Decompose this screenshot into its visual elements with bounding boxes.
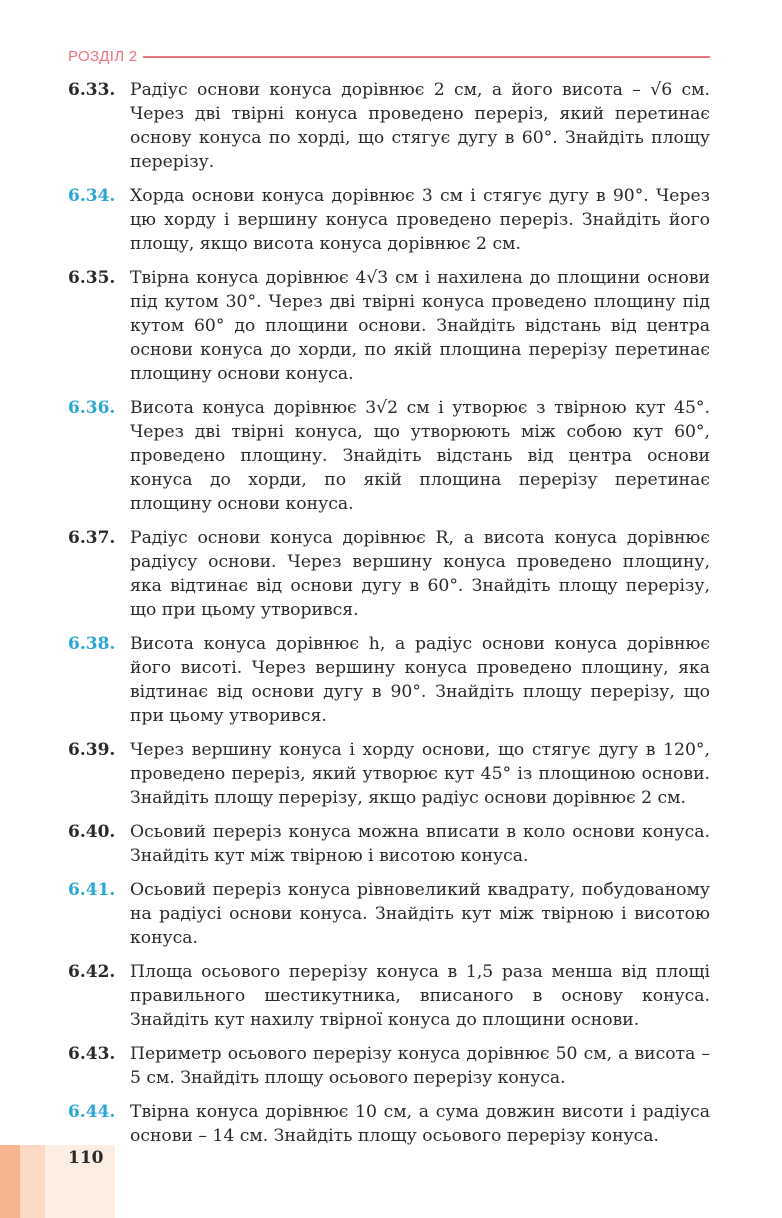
problem-number: 6.42. (68, 962, 116, 982)
problem-number: 6.37. (68, 528, 116, 548)
problem-text: Висота конуса дорівнює h, а радіус основи конуса дорівнює його висоті. Через вершину конуса проведено площину, яка відтинає від основи дугу в 90°. Знайдіть площу перерізу, що при цьому утворився. (130, 634, 710, 726)
problem-text: Через вершину конуса і хорду основи, що стягує дугу в 120°, проведено переріз, який утворює кут 45° із площиною основи. Знайдіть площу перерізу, якщо радіус основи дорівнює 2 см. (130, 740, 710, 808)
problem-number: 6.43. (68, 1044, 116, 1064)
problem-item (68, 1100, 710, 1148)
problem-number: 6.44. (68, 1102, 116, 1122)
problem-item (68, 266, 710, 386)
header-rule (143, 56, 710, 58)
problem-text: Периметр осьового перерізу конуса дорівнює 50 см, а висота – 5 см. Знайдіть площу осьового перерізу конуса. (130, 1044, 710, 1088)
problem-item (68, 396, 710, 516)
problem-text: Хорда основи конуса дорівнює 3 см і стягує дугу в 90°. Через цю хорду і вершину конуса проведено переріз. Знайдіть його площу, якщо висота конуса дорівнює 2 см. (130, 186, 710, 254)
problem-number: 6.36. (68, 398, 116, 418)
page-number: 110 (68, 1148, 104, 1168)
problem-text: Осьовий переріз конуса можна вписати в коло основи конуса. Знайдіть кут між твірною і висотою конуса. (130, 822, 710, 866)
problem-list (68, 78, 710, 1158)
section-label: РОЗДІЛ 2 (68, 47, 138, 65)
problem-number: 6.40. (68, 822, 116, 842)
problem-text: Площа осьового перерізу конуса в 1,5 раза менша від площі правильного шестикутника, вписаного в основу конуса. Знайдіть кут нахилу твірної конуса до площини основи. (130, 962, 710, 1030)
problem-item (68, 78, 710, 174)
problem-item (68, 878, 710, 950)
problem-number: 6.39. (68, 740, 116, 760)
problem-item (68, 526, 710, 622)
section-header (68, 44, 710, 68)
problem-item (68, 1042, 710, 1090)
problem-number: 6.35. (68, 268, 116, 288)
problem-text: Висота конуса дорівнює 3√2 см і утворює з твірною кут 45°. Через дві твірні конуса, що утворюють між собою кут 60°, проведено площину. Знайдіть відстань від центра основи конуса до хорди, по якій площина перерізу перетинає площину основи конуса. (130, 398, 710, 514)
problem-text: Осьовий переріз конуса рівновеликий квадрату, побудованому на радіусі основи конуса. Знайдіть кут між твірною і висотою конуса. (130, 880, 710, 948)
problem-text: Твірна конуса дорівнює 4√3 см і нахилена до площини основи під кутом 30°. Через дві твірні конуса проведено площину під кутом 60° до площини основи. Знайдіть відстань від центра основи конуса до хорди, по якій площина перерізу перетинає площину основи конуса. (130, 268, 710, 384)
problem-item (68, 960, 710, 1032)
problem-text: Радіус основи конуса дорівнює 2 см, а його висота – √6 см. Через дві твірні конуса проведено переріз, який перетинає основу конуса по хорді, що стягує дугу в 60°. Знайдіть площу перерізу. (130, 80, 710, 172)
problem-item (68, 820, 710, 868)
problem-number: 6.41. (68, 880, 116, 900)
problem-number: 6.33. (68, 80, 116, 100)
problem-item (68, 184, 710, 256)
problem-item (68, 632, 710, 728)
problem-text: Радіус основи конуса дорівнює R, а висота конуса дорівнює радіусу основи. Через вершину конуса проведено площину, яка відтинає від основи дугу в 60°. Знайдіть площу перерізу, що при цьому утворився. (130, 528, 710, 620)
problem-number: 6.34. (68, 186, 116, 206)
problem-item (68, 738, 710, 810)
problem-text: Твірна конуса дорівнює 10 см, а сума довжин висоти і радіуса основи – 14 см. Знайдіть площу осьового перерізу конуса. (130, 1102, 710, 1146)
problem-number: 6.38. (68, 634, 116, 654)
